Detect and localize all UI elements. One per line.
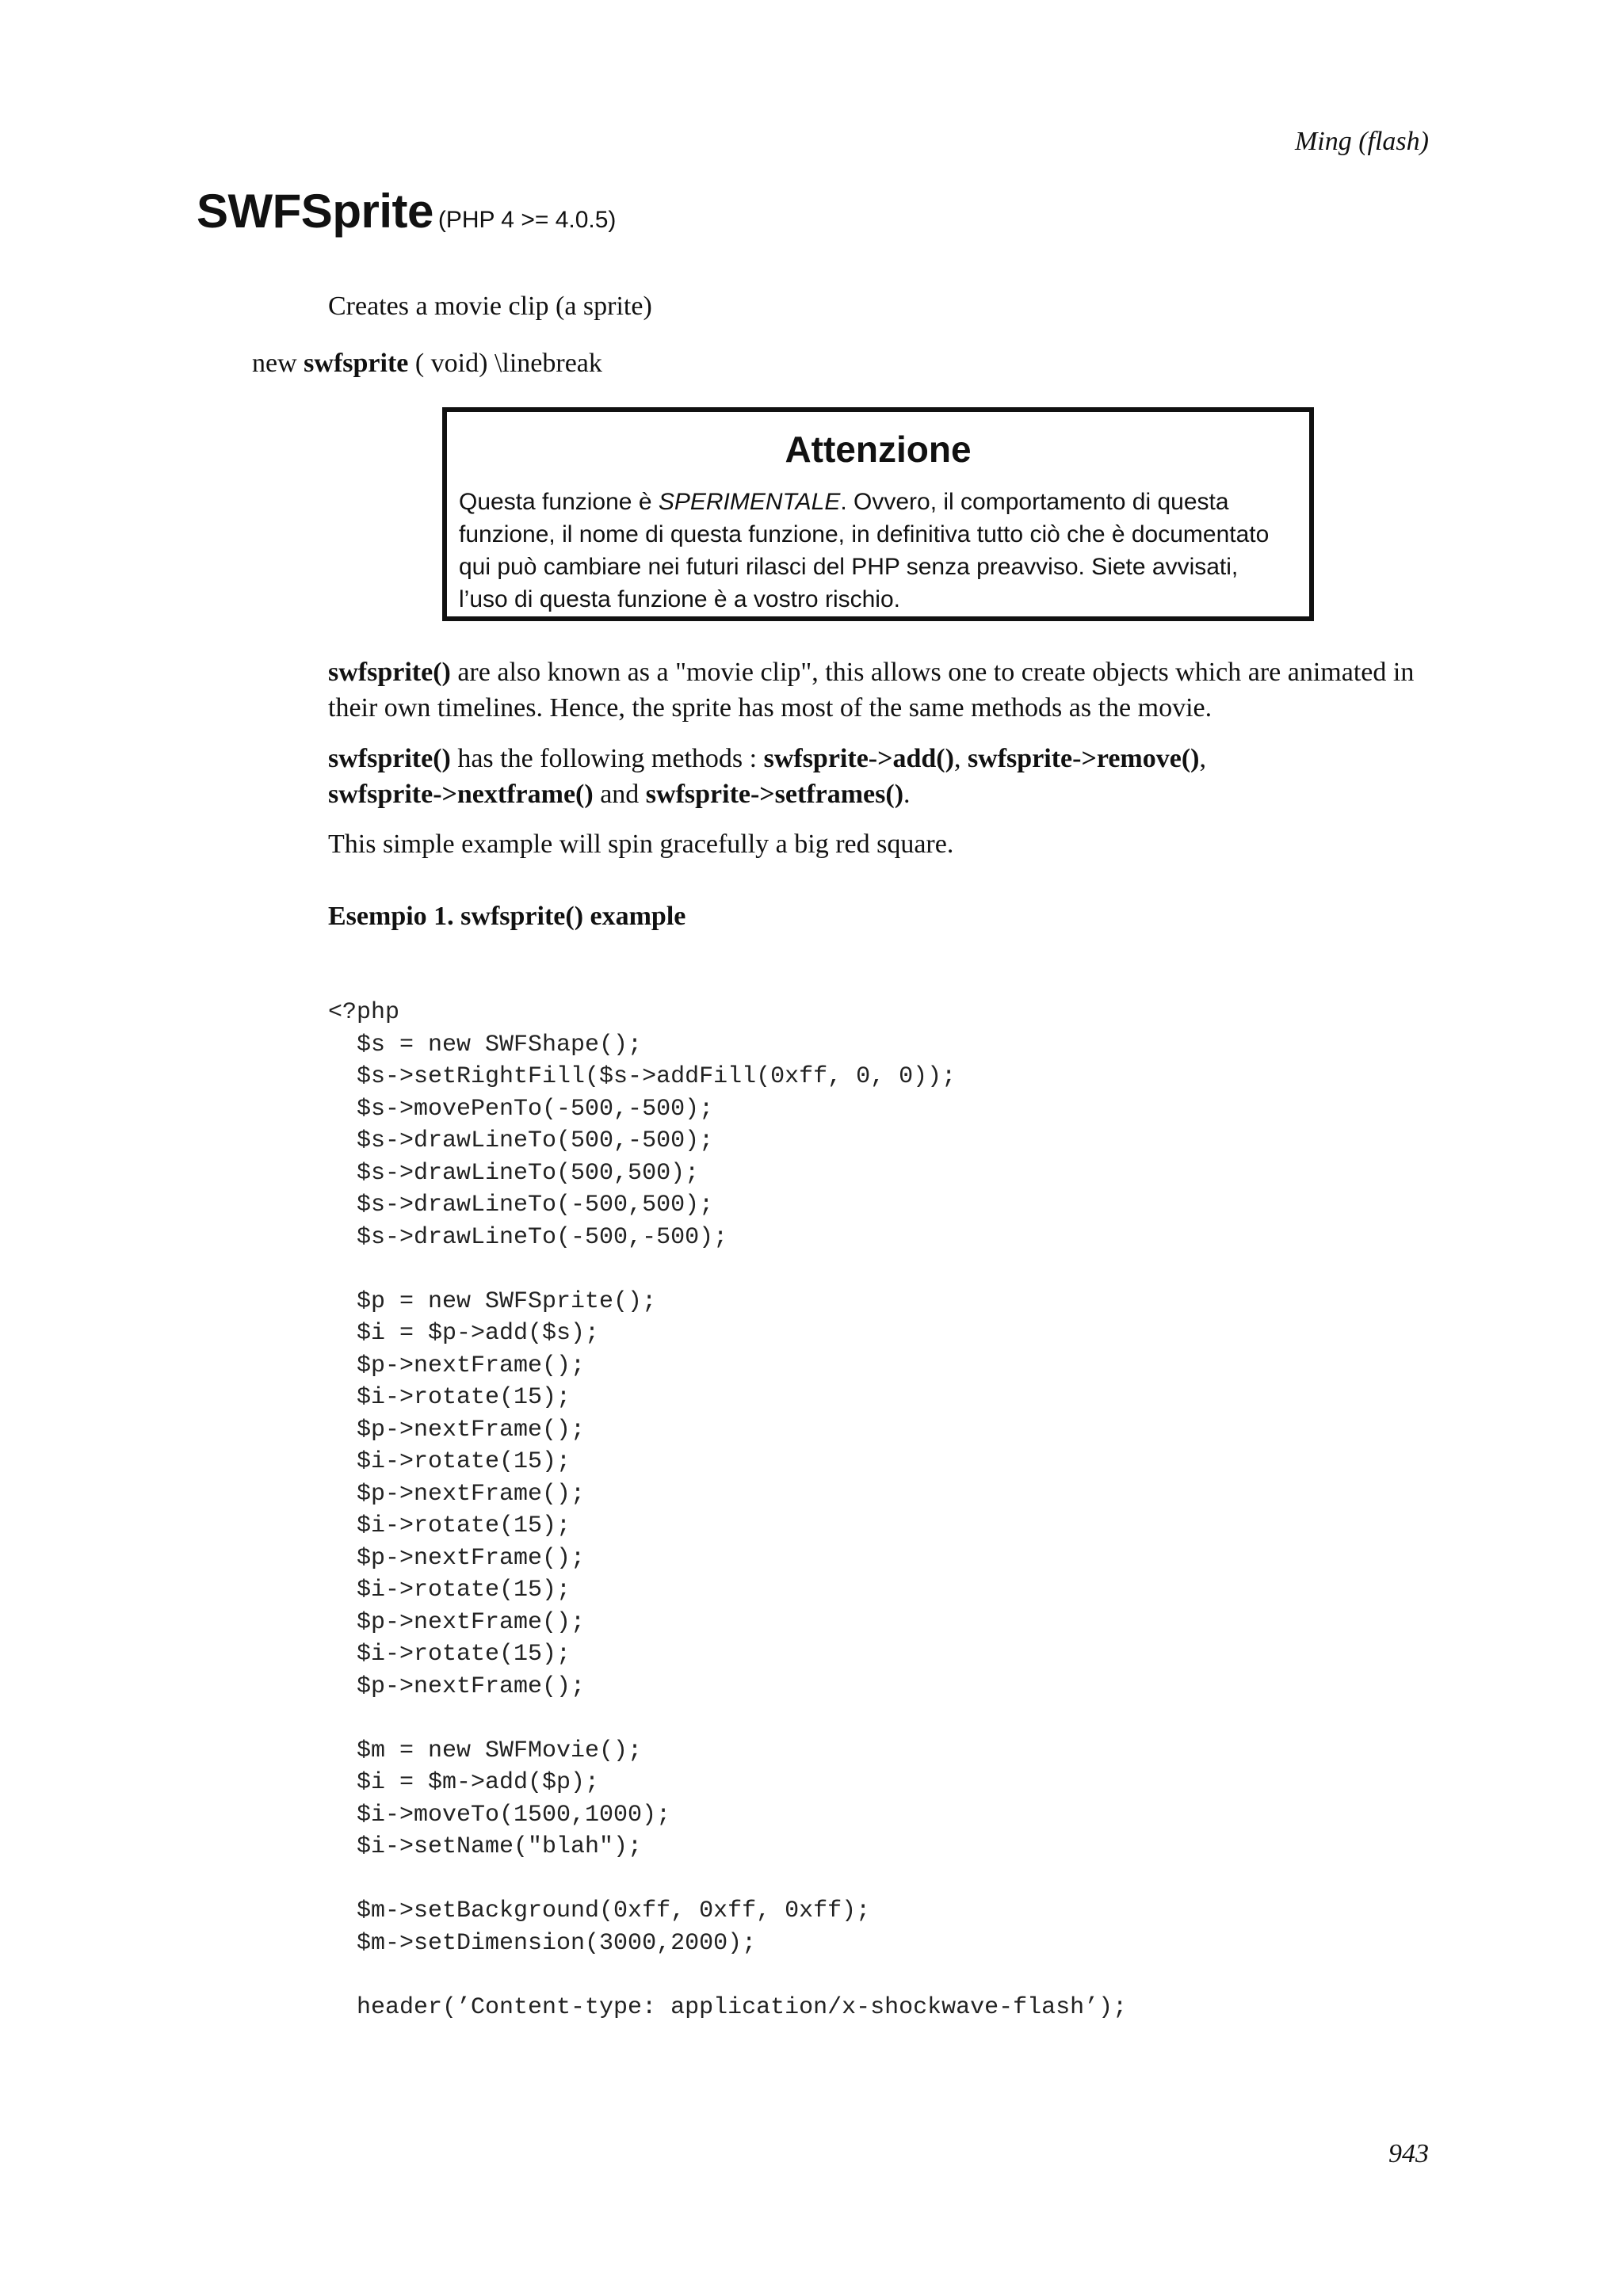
warning-emphasis: SPERIMENTALE [658,489,841,515]
warning-text-rest: . Ovvero, il comportamento di questa funzione, il nome di questa funzione, in definitiva tutto ciò che è documentato qui può cambiare nei futuri rilasci del PHP senza preavviso. Siete avvisati, l’uso di questa funzione è a vostro rischio. [459,489,1270,612]
paragraph-text: has the following methods : [450,744,764,773]
warning-text-start: Questa funzione è [459,489,659,515]
function-synopsis [252,349,602,379]
separator: and [593,780,646,809]
method-add: swfsprite->add() [763,744,954,773]
page-title: SWFSprite [197,185,433,238]
separator: , [953,744,968,773]
function-reference: swfsprite() [328,658,451,687]
example-intro: This simple example will spin gracefully a big red square. [328,830,954,859]
function-heading [197,184,616,238]
version-note: (PHP 4 >= 4.0.5) [437,207,617,233]
function-reference: swfsprite() [328,744,451,773]
method-remove: swfsprite->remove() [967,744,1200,773]
method-nextframe: swfsprite->nextframe() [328,780,594,809]
paragraph-text: are also known as a "movie clip", this allows one to create objects which are animated in their own timelines. Hence, the sprite has most of the same methods as the movie. [328,658,1415,723]
separator: , [1199,744,1206,773]
warning-title: Attenzione [785,429,972,470]
paragraph-end: . [903,780,911,809]
page-number: 943 [1388,2139,1429,2168]
synopsis-function-name: swfsprite [304,349,409,378]
warning-box [442,407,1314,621]
short-description: Creates a movie clip (a sprite) [328,292,652,321]
synopsis-params: ( void) \linebreak [408,349,602,378]
methods-paragraph [328,741,1438,812]
example-title: Esempio 1. swfsprite() example [328,902,686,931]
warning-text [459,486,1293,616]
method-setframes: swfsprite->setframes() [645,780,904,809]
description-paragraph [328,654,1438,726]
code-listing: <?php $s = new SWFShape(); $s->setRightFill($s->addFill(0xff, 0, 0)); $s->movePenTo(-500,-500); $s->drawLineTo(500,-500); $s->drawLineTo(500,500); $s->drawLineTo(-500,500); $s->drawLineTo(-500,-500); $p = new SWFSprite(); $i = $p->add($s); $p->nextFrame(); $i->rotate(15); $p->nextFrame(); $i->rotate(15); $p->nextFrame(); $i->rotate(15); $p->nextFrame(); $i->rotate(15); $p->nextFrame(); $i->rotate(15); $p->nextFrame(); $m = new SWFMovie(); $i = $m->add($p); $i->moveTo(1500,1000); $i->setName("blah"); $m->setBackground(0xff, 0xff, 0xff); $m->setDimension(3000,2000); header(’Content-type: application/x-shockwave-flash’); [328,999,1128,2021]
running-header: Ming (flash) [1294,127,1429,156]
synopsis-prefix: new [252,349,304,378]
